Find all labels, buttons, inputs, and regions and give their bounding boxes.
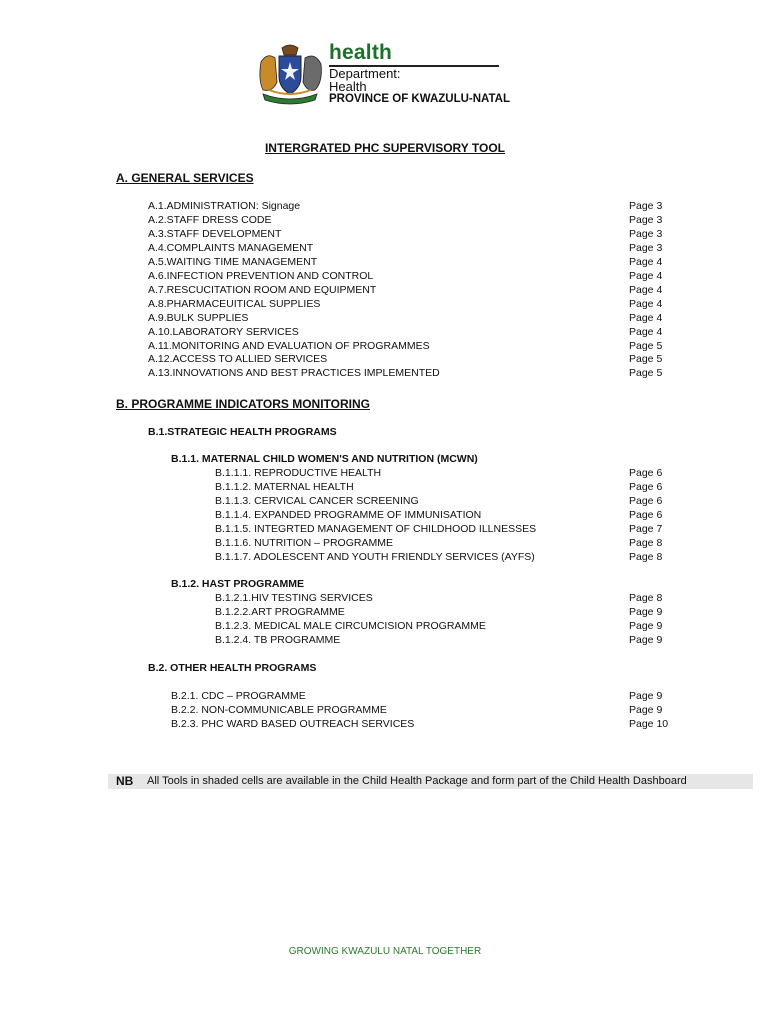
toc-entry-page: Page 4 bbox=[629, 325, 663, 338]
toc-entry-page: Page 4 bbox=[629, 297, 663, 310]
toc-entry-label: A.2.STAFF DRESS CODE bbox=[148, 213, 272, 226]
toc-entry-page: Page 9 bbox=[629, 619, 663, 632]
toc-entry-page: Page 6 bbox=[629, 467, 663, 479]
toc-entry-label: B.2.1. CDC – PROGRAMME bbox=[171, 690, 306, 702]
toc-entry-label: B.1.1.1. REPRODUCTIVE HEALTH bbox=[215, 467, 382, 479]
b12-heading: B.1.2. HAST PROGRAMME bbox=[171, 578, 305, 590]
department-label: Department: bbox=[329, 66, 401, 81]
toc-entry-label: A.7.RESCUCITATION ROOM AND EQUIPMENT bbox=[148, 283, 377, 296]
toc-entry-page: Page 5 bbox=[629, 339, 663, 352]
toc-entry-page: Page 5 bbox=[629, 353, 663, 366]
toc-entry-label: A.12.ACCESS TO ALLIED SERVICES bbox=[148, 353, 328, 366]
b1-heading: B.1.STRATEGIC HEALTH PROGRAMS bbox=[148, 426, 337, 438]
toc-entry-label: A.5.WAITING TIME MANAGEMENT bbox=[148, 255, 318, 268]
b11-heading: B.1.1. MATERNAL CHILD WOMEN'S AND NUTRITION (MCWN) bbox=[171, 453, 478, 465]
toc-entry-page: Page 9 bbox=[629, 605, 663, 618]
toc-entry-label: B.2.3. PHC WARD BASED OUTREACH SERVICES bbox=[171, 717, 415, 730]
toc-entry-label: B.1.1.3. CERVICAL CANCER SCREENING bbox=[215, 494, 419, 507]
toc-entry-label: B.1.1.2. MATERNAL HEALTH bbox=[215, 480, 354, 493]
toc-entry-page: Page 4 bbox=[629, 269, 663, 282]
toc-entry-page: Page 4 bbox=[629, 255, 663, 268]
toc-entry-page: Page 3 bbox=[629, 241, 663, 254]
toc-entry-label: B.1.1.7. ADOLESCENT AND YOUTH FRIENDLY SERVICES (AYFS) bbox=[215, 550, 535, 563]
toc-entry-label: A.13.INNOVATIONS AND BEST PRACTICES IMPLEMENTED bbox=[148, 367, 440, 380]
toc-entry-label: A.6.INFECTION PREVENTION AND CONTROL bbox=[148, 269, 374, 282]
brand-word: health bbox=[329, 41, 393, 64]
department-brand bbox=[329, 41, 511, 105]
toc-entry-page: Page 5 bbox=[629, 367, 663, 380]
section-b-heading: B. PROGRAMME INDICATORS MONITORING bbox=[116, 397, 371, 411]
toc-entry-page: Page 9 bbox=[629, 633, 663, 646]
toc-entry-label: B.1.1.5. INTEGRTED MANAGEMENT OF CHILDHOOD ILLNESSES bbox=[215, 522, 537, 535]
toc-entry-page: Page 6 bbox=[629, 480, 663, 493]
footer-slogan: GROWING KWAZULU NATAL TOGETHER bbox=[288, 946, 482, 957]
document-title: INTERGRATED PHC SUPERVISORY TOOL bbox=[264, 141, 506, 155]
toc-entry-page: Page 7 bbox=[629, 522, 663, 535]
toc-entry-page: Page 3 bbox=[629, 200, 663, 212]
toc-entry-page: Page 9 bbox=[629, 690, 663, 702]
toc-entry-label: A.1.ADMINISTRATION: Signage bbox=[148, 200, 301, 212]
toc-entry-label: B.1.2.3. MEDICAL MALE CIRCUMCISION PROGRAMME bbox=[215, 619, 486, 632]
toc-entry-label: A.9.BULK SUPPLIES bbox=[148, 311, 249, 324]
toc-entry-label: A.4.COMPLAINTS MANAGEMENT bbox=[148, 241, 314, 254]
toc-entry-page: Page 4 bbox=[629, 311, 663, 324]
toc-entry-page: Page 8 bbox=[629, 550, 663, 563]
toc-entry-label: B.1.2.2.ART PROGRAMME bbox=[215, 605, 345, 618]
toc-entry-page: Page 8 bbox=[629, 536, 663, 549]
toc-entry-label: A.11.MONITORING AND EVALUATION OF PROGRAMMES bbox=[148, 339, 430, 352]
note-text: All Tools in shaded cells are available in the Child Health Package and form part of the Child Health Dashboard bbox=[147, 775, 687, 787]
toc-entry-label: B.2.2. NON-COMMUNICABLE PROGRAMME bbox=[171, 703, 387, 716]
toc-entry-label: B.1.1.6. NUTRITION – PROGRAMME bbox=[215, 536, 393, 549]
toc-entry-page: Page 3 bbox=[629, 227, 663, 240]
note-label: NB bbox=[116, 774, 134, 788]
b2-heading: B.2. OTHER HEALTH PROGRAMS bbox=[148, 662, 317, 674]
toc-entry-label: A.10.LABORATORY SERVICES bbox=[148, 325, 299, 338]
province-name: PROVINCE OF KWAZULU-NATAL bbox=[329, 93, 511, 105]
toc-entry-page: Page 6 bbox=[629, 508, 663, 521]
toc-entry-label: A.3.STAFF DEVELOPMENT bbox=[148, 227, 282, 240]
toc-entry-label: B.1.2.1.HIV TESTING SERVICES bbox=[215, 592, 373, 604]
toc-entry-page: Page 8 bbox=[629, 592, 663, 604]
section-a-heading: A. GENERAL SERVICES bbox=[116, 171, 254, 185]
toc-entry-page: Page 9 bbox=[629, 703, 663, 716]
toc-entry-label: B.1.1.4. EXPANDED PROGRAMME OF IMMUNISATION bbox=[215, 508, 482, 521]
toc-entry-page: Page 6 bbox=[629, 494, 663, 507]
coat-of-arms-logo bbox=[255, 42, 325, 108]
toc-entry-page: Page 4 bbox=[629, 283, 663, 296]
toc-entry-page: Page 3 bbox=[629, 213, 663, 226]
toc-entry-label: B.1.2.4. TB PROGRAMME bbox=[215, 633, 341, 646]
toc-entry-page: Page 10 bbox=[629, 717, 669, 730]
toc-entry-label: A.8.PHARMACEUITICAL SUPPLIES bbox=[148, 297, 321, 310]
department-name: Health bbox=[329, 79, 367, 94]
